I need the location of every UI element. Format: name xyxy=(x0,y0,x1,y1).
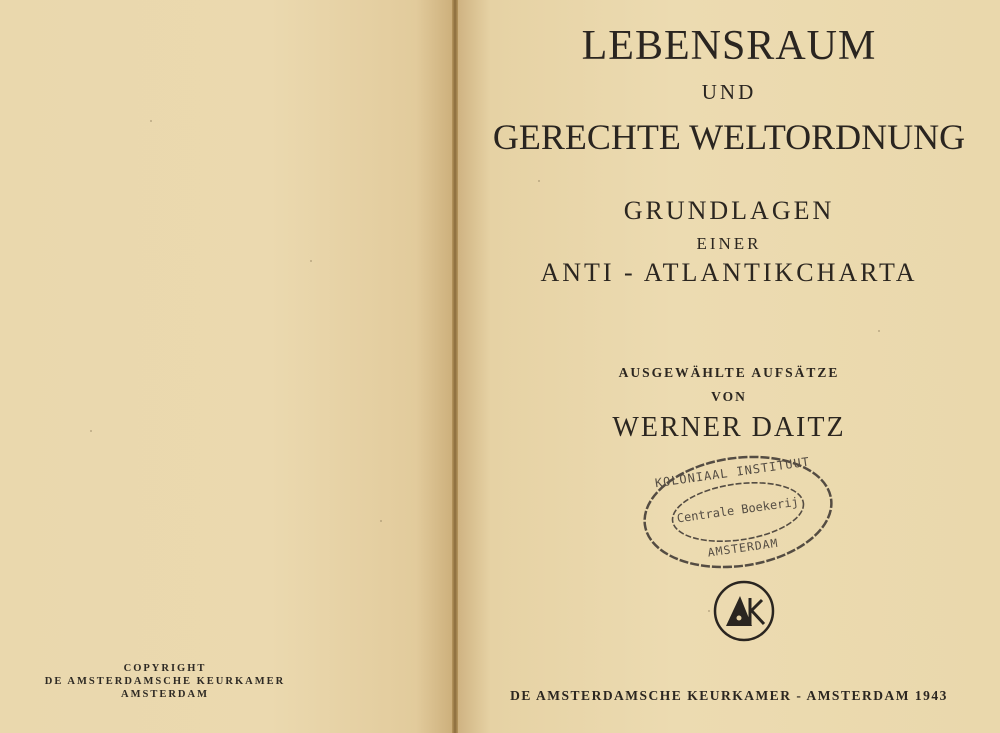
copyright-line: AMSTERDAM xyxy=(121,689,209,700)
subtitle-line-1: GRUNDLAGEN xyxy=(623,196,835,225)
title-line-3: GERECHTE WELTORDNUNG xyxy=(492,117,966,157)
copyright-notice xyxy=(20,662,310,701)
left-page xyxy=(0,0,452,733)
copyright-line: COPYRIGHT xyxy=(123,663,207,674)
publisher-logo-icon xyxy=(712,580,776,642)
stamp-bottom-text: AMSTERDAM xyxy=(706,535,780,560)
publisher-imprint: DE AMSTERDAMSCHE KEURKAMER - AMSTERDAM 1943 xyxy=(510,688,948,703)
subtitle-line-2: EINER xyxy=(696,234,762,253)
title-line-1: LEBENSRAUM xyxy=(581,23,877,69)
stamp-top-text: KOLONIAAL INSTITUUT xyxy=(654,454,811,491)
stamp-middle-text: Centrale Boekerij xyxy=(675,494,800,526)
selection-line-1: AUSGEWÄHLTE AUFSÄTZE xyxy=(618,365,840,380)
selection-line-2: VON xyxy=(711,389,747,404)
copyright-line: DE AMSTERDAMSCHE KEURKAMER xyxy=(44,676,286,687)
subtitle-line-3: ANTI - ATLANTIKCHARTA xyxy=(540,258,918,287)
title-line-2: UND xyxy=(701,80,757,104)
author-name: WERNER DAITZ xyxy=(612,412,846,443)
